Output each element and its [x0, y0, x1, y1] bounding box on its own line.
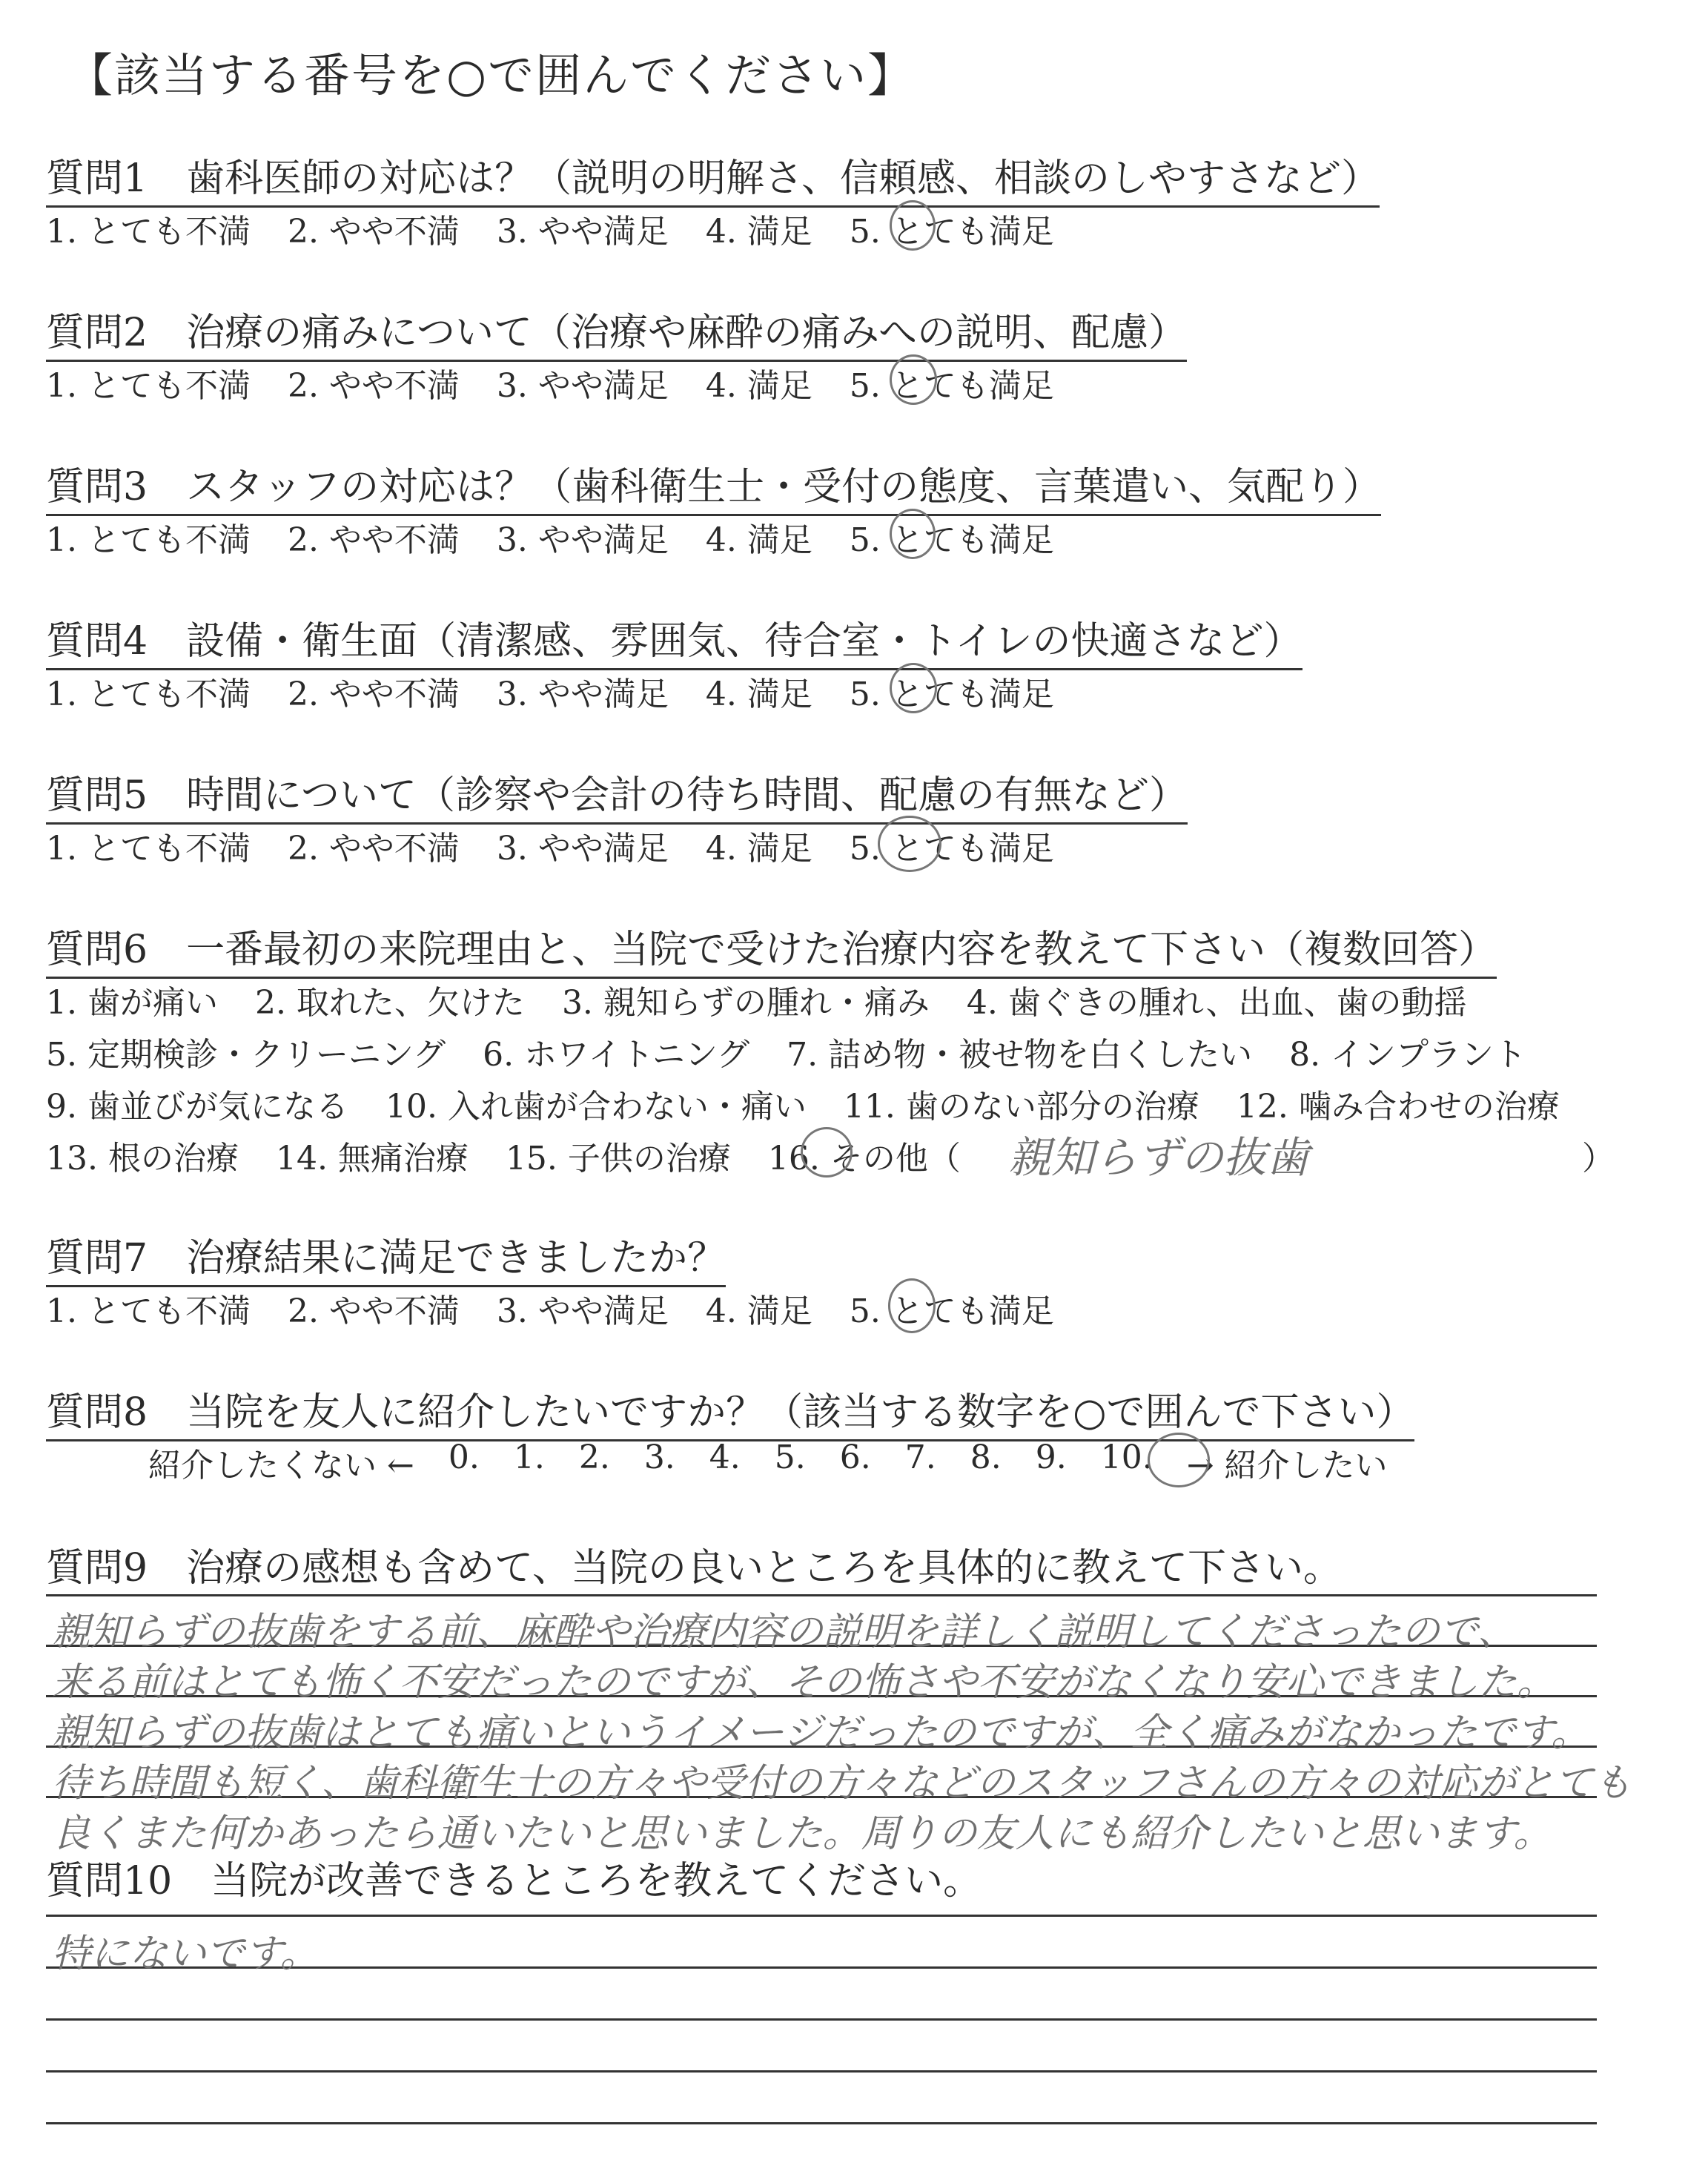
option-4[interactable]: 4. 満足: [705, 213, 812, 251]
option-4[interactable]: 4. 満足: [705, 521, 812, 559]
option-2[interactable]: 2. やや不満: [287, 1292, 460, 1330]
answer-line: [46, 2018, 1597, 2021]
q6-circle-mark: [801, 1127, 853, 1178]
reason-option[interactable]: 12. 噛み合わせの治療: [1236, 1088, 1560, 1126]
scale-option[interactable]: 0.: [448, 1439, 480, 1476]
scale-option[interactable]: 4.: [709, 1439, 741, 1476]
q9-title: 質問9 治療の感想も含めて、当院の良いところを具体的に教えて下さい。: [46, 1546, 1343, 1591]
q6-title: 質問6 一番最初の来院理由と、当院で受けた治療内容を教えて下さい（複数回答）: [46, 918, 1497, 979]
option-1[interactable]: 1. とても不満: [46, 367, 251, 405]
reason-option[interactable]: 5. 定期検診・クリーニング: [46, 1036, 446, 1074]
q9-answer-line-3: 親知らずの抜歯はとても痛いというイメージだったのですが、全く痛みがなかったです。: [52, 1711, 1590, 1755]
option-2[interactable]: 2. やや不満: [287, 676, 460, 713]
option-4[interactable]: 4. 満足: [705, 830, 812, 868]
q6-row-1: [46, 976, 1504, 1023]
option-5[interactable]: 5. とても満足: [849, 367, 1054, 405]
answer-line: [46, 2070, 1597, 2073]
reason-option[interactable]: 3. 親知らずの腫れ・痛み: [561, 984, 930, 1022]
option-2[interactable]: 2. やや不満: [287, 367, 460, 405]
option-4[interactable]: 4. 満足: [705, 676, 812, 713]
option-5[interactable]: 5. とても満足: [849, 830, 1054, 868]
reason-option[interactable]: 11. 歯のない部分の治療: [843, 1088, 1199, 1126]
option-1[interactable]: 1. とても不満: [46, 213, 251, 251]
q2-circle-mark: [890, 354, 937, 405]
option-2[interactable]: 2. やや不満: [287, 830, 460, 868]
option-3[interactable]: 3. やや満足: [496, 830, 669, 868]
answer-line: [46, 1594, 1597, 1596]
answer-line: [46, 1915, 1597, 1917]
scale-option[interactable]: 9.: [1035, 1439, 1067, 1476]
option-2[interactable]: 2. やや不満: [287, 521, 460, 559]
q2-title: 質問2 治療の痛みについて（治療や麻酔の痛みへの説明、配慮）: [46, 301, 1187, 362]
reason-option[interactable]: 15. 子供の治療: [505, 1140, 731, 1178]
q1-circle-mark: [890, 200, 936, 251]
q7-title: 質問7 治療結果に満足できましたか？: [46, 1226, 726, 1287]
q6-other-close-paren: ）: [1582, 1140, 1615, 1178]
option-5[interactable]: 5. とても満足: [849, 213, 1054, 251]
option-3[interactable]: 3. やや満足: [496, 521, 669, 559]
reason-option[interactable]: 14. 無痛治療: [275, 1140, 469, 1178]
reason-option[interactable]: 8. インプラント: [1289, 1036, 1527, 1074]
scale-left-label: 紹介したくない ←: [148, 1447, 414, 1484]
option-2[interactable]: 2. やや不満: [287, 213, 460, 251]
q7-circle-mark: [888, 1278, 936, 1333]
option-4[interactable]: 4. 満足: [705, 1292, 812, 1330]
q9-answer-line-2: 来る前はとても怖く不安だったのですが、その怖さや不安がなくなり安心できました。: [52, 1660, 1556, 1705]
scale-option[interactable]: 3.: [643, 1439, 675, 1476]
answer-line: [46, 2122, 1597, 2124]
option-1[interactable]: 1. とても不満: [46, 1292, 251, 1330]
option-3[interactable]: 3. やや満足: [496, 676, 669, 713]
option-4[interactable]: 4. 満足: [705, 367, 812, 405]
q5-title: 質問5 時間について（診察や会計の待ち時間、配慮の有無など）: [46, 764, 1188, 825]
q9-answer-line-5: 良くまた何かあったら通いたいと思いました。周りの友人にも紹介したいと思います。: [52, 1811, 1552, 1856]
q5-circle-mark: [878, 816, 941, 872]
q1-title: 質問1 歯科医師の対応は？（説明の明解さ、信頼感、相談のしやすさなど）: [46, 147, 1380, 208]
scale-option[interactable]: 6.: [839, 1439, 871, 1476]
option-1[interactable]: 1. とても不満: [46, 521, 251, 559]
reason-option[interactable]: 6. ホワイトニング: [483, 1036, 750, 1074]
scale-option[interactable]: 10.: [1100, 1439, 1153, 1476]
q9-answer-line-4: 待ち時間も短く、歯科衛生士の方々や受付の方々などのスタッフさんの方々の対応がとても: [52, 1761, 1632, 1806]
reason-option[interactable]: 7. 詰め物・被せ物を白くしたい: [787, 1036, 1253, 1074]
option-3[interactable]: 3. やや満足: [496, 213, 669, 251]
scale-option[interactable]: 1.: [513, 1439, 545, 1476]
scale-option[interactable]: 2.: [578, 1439, 610, 1476]
q3-circle-mark: [890, 509, 936, 559]
q4-title: 質問4 設備・衛生面（清潔感、雰囲気、待合室・トイレの快適さなど）: [46, 610, 1302, 670]
q3-title: 質問3 スタッフの対応は？（歯科衛生士・受付の態度、言葉遣い、気配り）: [46, 455, 1381, 516]
option-3[interactable]: 3. やや満足: [496, 367, 669, 405]
scale-option[interactable]: 8.: [970, 1439, 1002, 1476]
q6-other-handwritten: 親知らずの抜歯: [1008, 1132, 1310, 1183]
reason-option[interactable]: 13. 根の治療: [46, 1140, 239, 1178]
option-5[interactable]: 5. とても満足: [849, 521, 1054, 559]
q8-circle-mark: [1148, 1433, 1210, 1487]
q10-answer-line-1: 特にないです。: [52, 1932, 319, 1976]
reason-option[interactable]: 10. 入れ歯が合わない・痛い: [385, 1088, 807, 1126]
option-1[interactable]: 1. とても不満: [46, 676, 251, 713]
reason-option[interactable]: 9. 歯並びが気になる: [46, 1088, 348, 1126]
q9-answer-line-1: 親知らずの抜歯をする前、麻酔や治療内容の説明を詳しく説明してくださったので、: [52, 1610, 1516, 1654]
q8-title: 質問8 当院を友人に紹介したいですか？（該当する数字を○で囲んで下さい）: [46, 1381, 1414, 1441]
q6-row-2: [46, 1028, 1563, 1075]
scale-option[interactable]: 7.: [904, 1439, 936, 1476]
option-5[interactable]: 5. とても満足: [849, 1292, 1054, 1330]
reason-option[interactable]: 2. 取れた、欠けた: [254, 984, 525, 1022]
scale-right-label: → 紹介したい: [1186, 1447, 1388, 1484]
reason-option[interactable]: 1. 歯が痛い: [46, 984, 218, 1022]
q4-circle-mark: [890, 663, 937, 713]
reason-option-other[interactable]: 16. その他（: [767, 1140, 961, 1178]
option-1[interactable]: 1. とても不満: [46, 830, 251, 868]
q8-scale: [148, 1439, 1422, 1486]
scale-option[interactable]: 5.: [774, 1439, 806, 1476]
reason-option[interactable]: 4. 歯ぐきの腫れ、出血、歯の動揺: [966, 984, 1467, 1022]
instruction-header: 【該当する番号を○で囲んでください】: [67, 48, 916, 102]
q6-row-3: [46, 1080, 1597, 1127]
q10-title: 質問10 当院が改善できるところを教えてください。: [46, 1859, 982, 1903]
option-5[interactable]: 5. とても満足: [849, 676, 1054, 713]
option-3[interactable]: 3. やや満足: [496, 1292, 669, 1330]
